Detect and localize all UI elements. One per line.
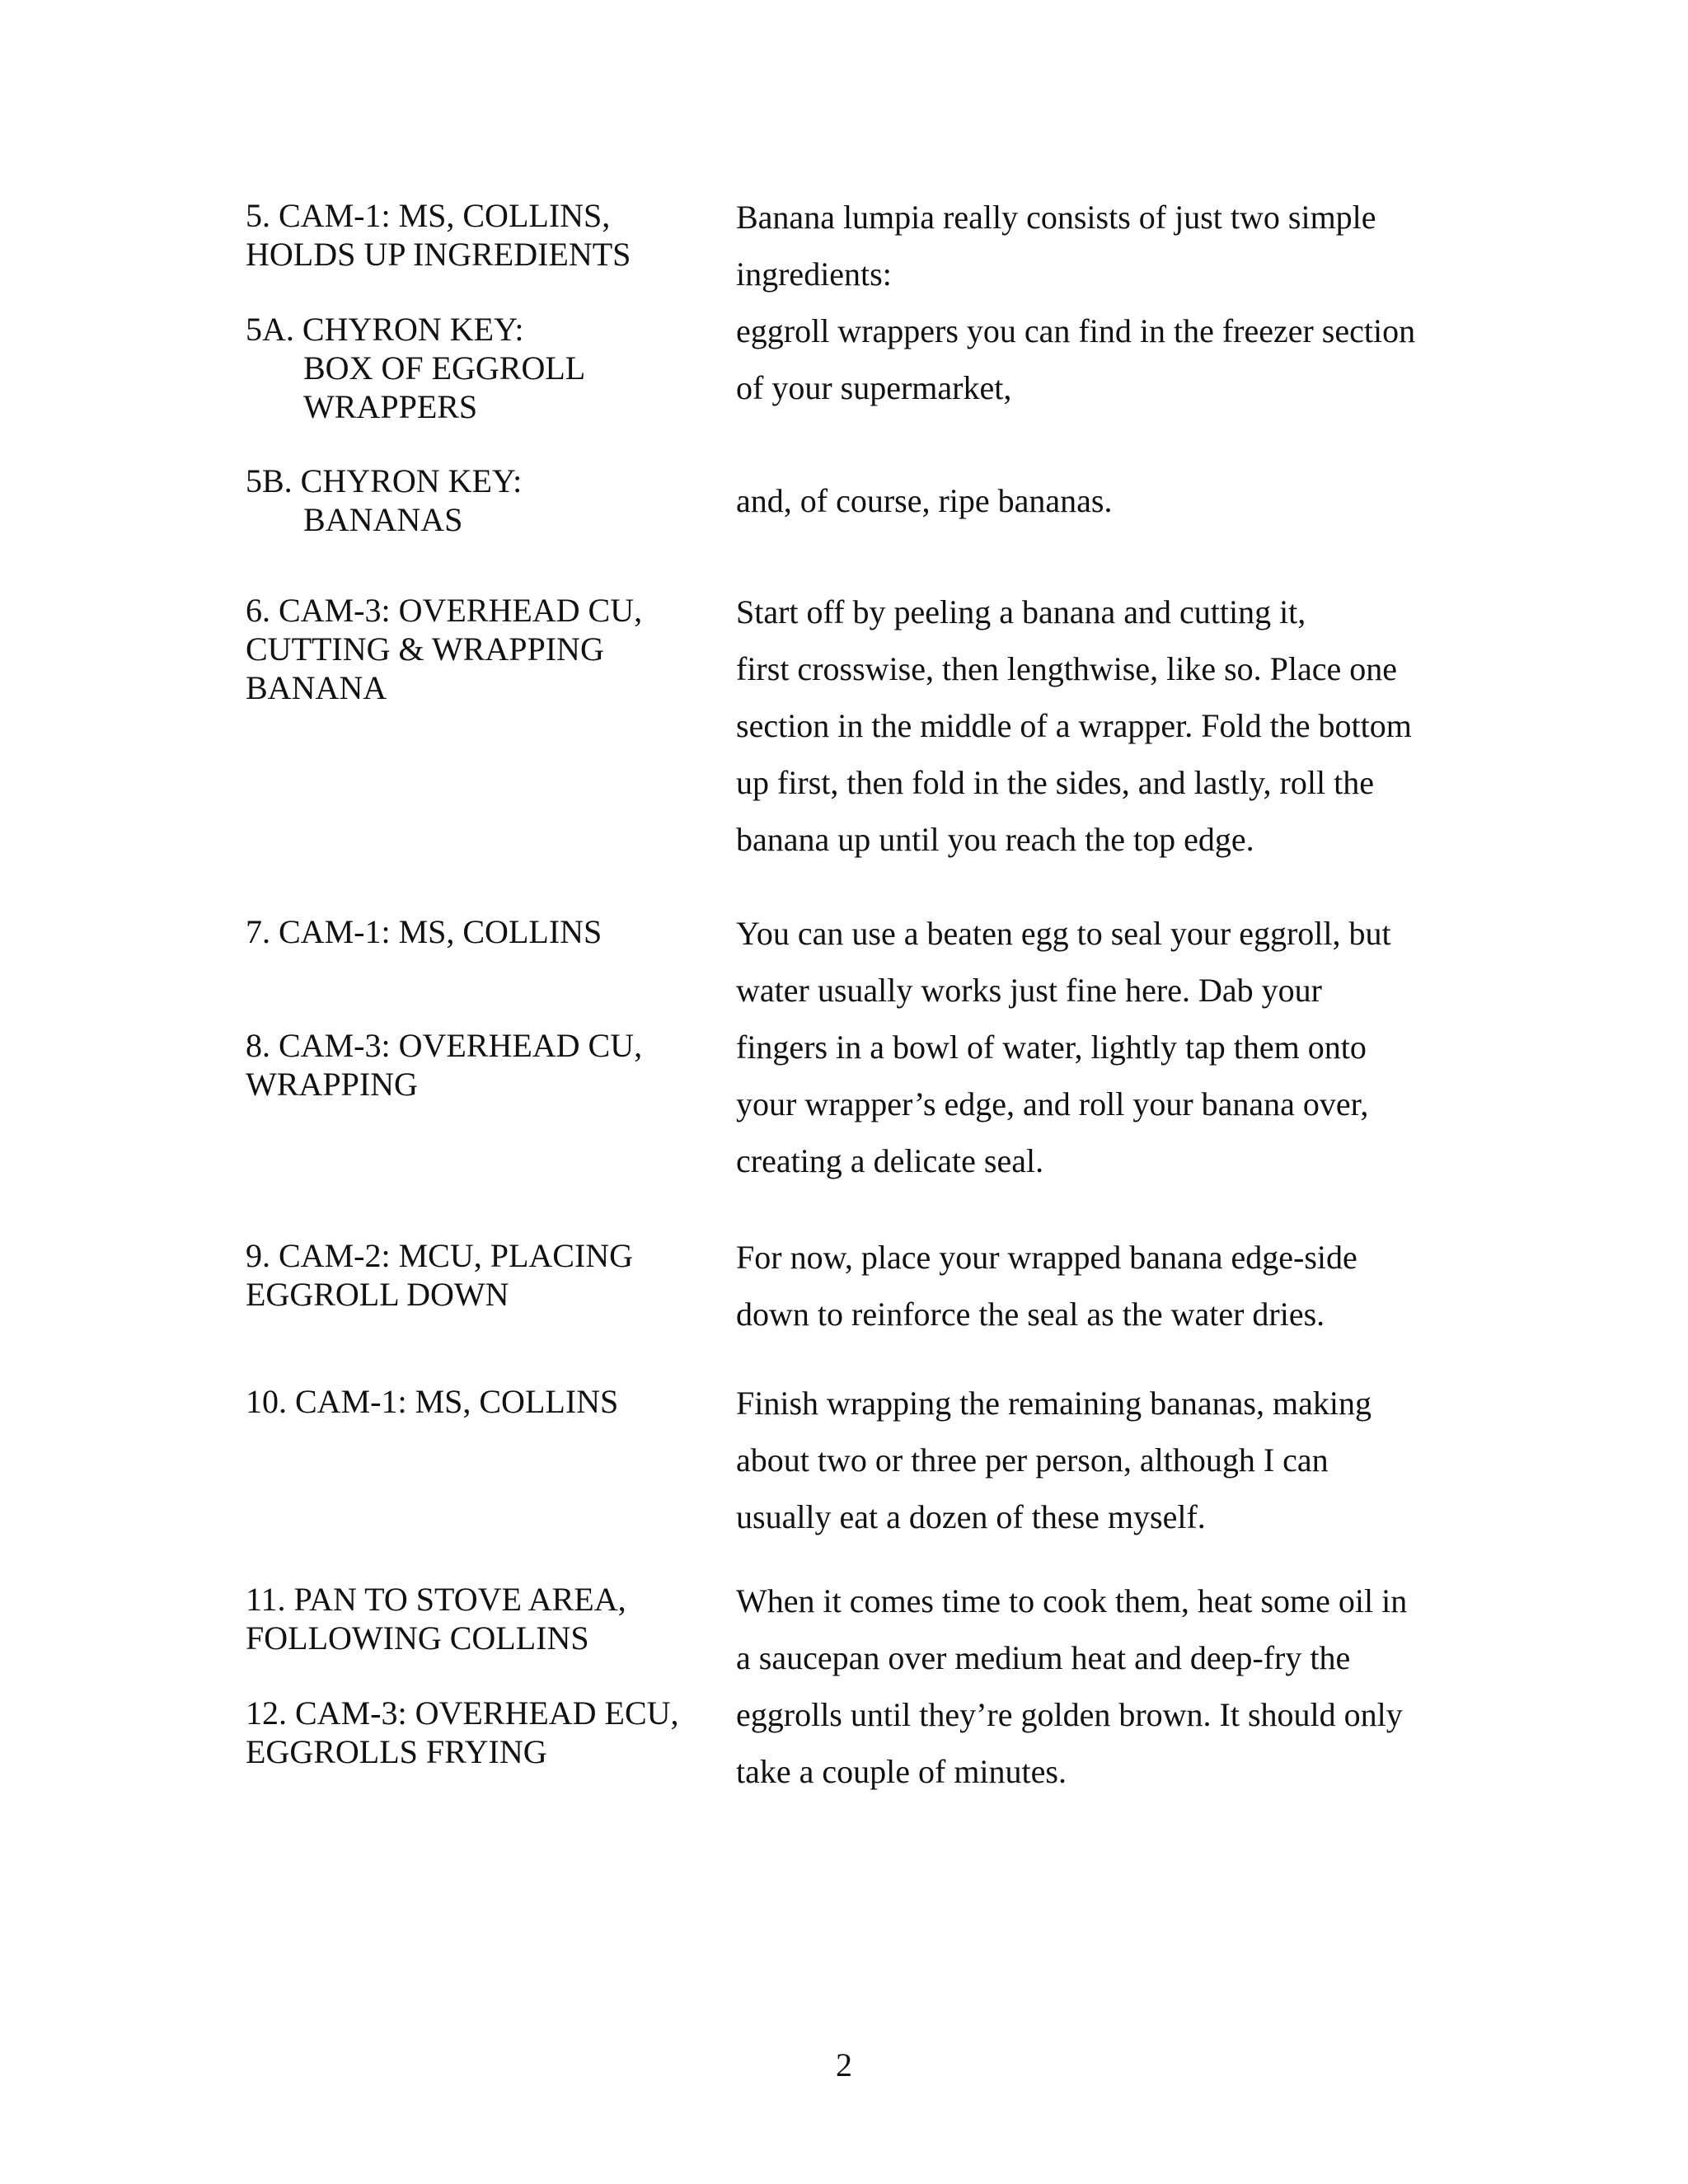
narration-line: eggrolls until they’re golden brown. It should only — [736, 1696, 1403, 1733]
page-number: 2 — [836, 2046, 852, 2083]
shot-line: EGGROLLS FRYING — [246, 1733, 547, 1770]
shot-line: FOLLOWING COLLINS — [246, 1619, 589, 1657]
narration-line: fingers in a bowl of water, lightly tap them onto — [736, 1029, 1367, 1066]
shot-9 — [246, 1236, 707, 1314]
shot-line: 5. CAM-1: MS, COLLINS, — [246, 197, 611, 234]
shot-line: BOX OF EGGROLL — [303, 349, 586, 387]
shot-line: BANANA — [246, 669, 387, 706]
narration-line: up first, then fold in the sides, and lastly, roll the — [736, 764, 1374, 801]
narration-line: water usually works just fine here. Dab your — [736, 972, 1322, 1009]
narration-line: Start off by peeling a banana and cutting it, — [736, 593, 1306, 630]
shot-11 — [246, 1580, 707, 1657]
narration-5b — [736, 472, 1478, 529]
shot-line: 12. CAM-3: OVERHEAD ECU, — [246, 1694, 679, 1732]
narration-9 — [736, 1229, 1478, 1343]
shot-6 — [246, 591, 707, 707]
narration-line: a saucepan over medium heat and deep-fry the — [736, 1639, 1351, 1676]
shot-10 — [246, 1382, 707, 1421]
narration-line: eggroll wrappers you can find in the freezer section — [736, 312, 1416, 349]
shot-line: 7. CAM-1: MS, COLLINS — [246, 913, 603, 950]
shot-line: 11. PAN TO STOVE AREA, — [246, 1581, 626, 1618]
narration-line: about two or three per person, although I can — [736, 1441, 1329, 1479]
shot-5b — [246, 462, 707, 539]
shot-line: 6. CAM-3: OVERHEAD CU, — [246, 592, 643, 629]
shot-line: WRAPPERS — [303, 388, 478, 425]
shot-5a — [246, 310, 707, 426]
narration-line: Banana lumpia really consists of just two simple — [736, 199, 1376, 236]
narration-11-12 — [736, 1572, 1478, 1800]
narration-line: When it comes time to cook them, heat some oil in — [736, 1582, 1408, 1619]
shot-line: 8. CAM-3: OVERHEAD CU, — [246, 1027, 643, 1064]
shot-line: 5B. CHYRON KEY: — [246, 462, 523, 499]
narration-line: down to reinforce the seal as the water dries. — [736, 1296, 1325, 1333]
shot-line: HOLDS UP INGREDIENTS — [246, 236, 631, 273]
shot-8 — [246, 1026, 707, 1104]
narration-5a — [736, 302, 1478, 416]
narration-7-8 — [736, 905, 1478, 1189]
shot-line: EGGROLL DOWN — [246, 1276, 509, 1313]
narration-6 — [736, 583, 1478, 868]
narration-5 — [736, 189, 1478, 302]
shot-line: 9. CAM-2: MCU, PLACING — [246, 1237, 634, 1274]
narration-line: ingredients: — [736, 255, 892, 293]
narration-line: Finish wrapping the remaining bananas, making — [736, 1385, 1372, 1422]
shot-12 — [246, 1694, 707, 1771]
narration-line: first crosswise, then lengthwise, like so. Place one — [736, 650, 1398, 687]
narration-10 — [736, 1375, 1478, 1545]
shot-line: 10. CAM-1: MS, COLLINS — [246, 1383, 619, 1420]
narration-line: You can use a beaten egg to seal your eggroll, but — [736, 915, 1391, 952]
narration-line: your wrapper’s edge, and roll your banana over, — [736, 1085, 1369, 1122]
shot-line: WRAPPING — [246, 1066, 418, 1103]
narration-line: For now, place your wrapped banana edge-side — [736, 1239, 1357, 1276]
shot-line: BANANAS — [303, 501, 463, 538]
shot-line: 5A. CHYRON KEY: — [246, 311, 524, 348]
narration-line: section in the middle of a wrapper. Fold the bottom — [736, 707, 1412, 744]
narration-line: usually eat a dozen of these myself. — [736, 1498, 1206, 1535]
narration-line: banana up until you reach the top edge. — [736, 821, 1254, 858]
shot-line: CUTTING & WRAPPING — [246, 630, 604, 668]
shot-7 — [246, 912, 707, 951]
narration-line: take a couple of minutes. — [736, 1753, 1067, 1790]
narration-line: creating a delicate seal. — [736, 1142, 1044, 1179]
shot-5 — [246, 196, 707, 274]
narration-line: of your supermarket, — [736, 369, 1012, 406]
narration-line: and, of course, ripe bananas. — [736, 482, 1113, 519]
